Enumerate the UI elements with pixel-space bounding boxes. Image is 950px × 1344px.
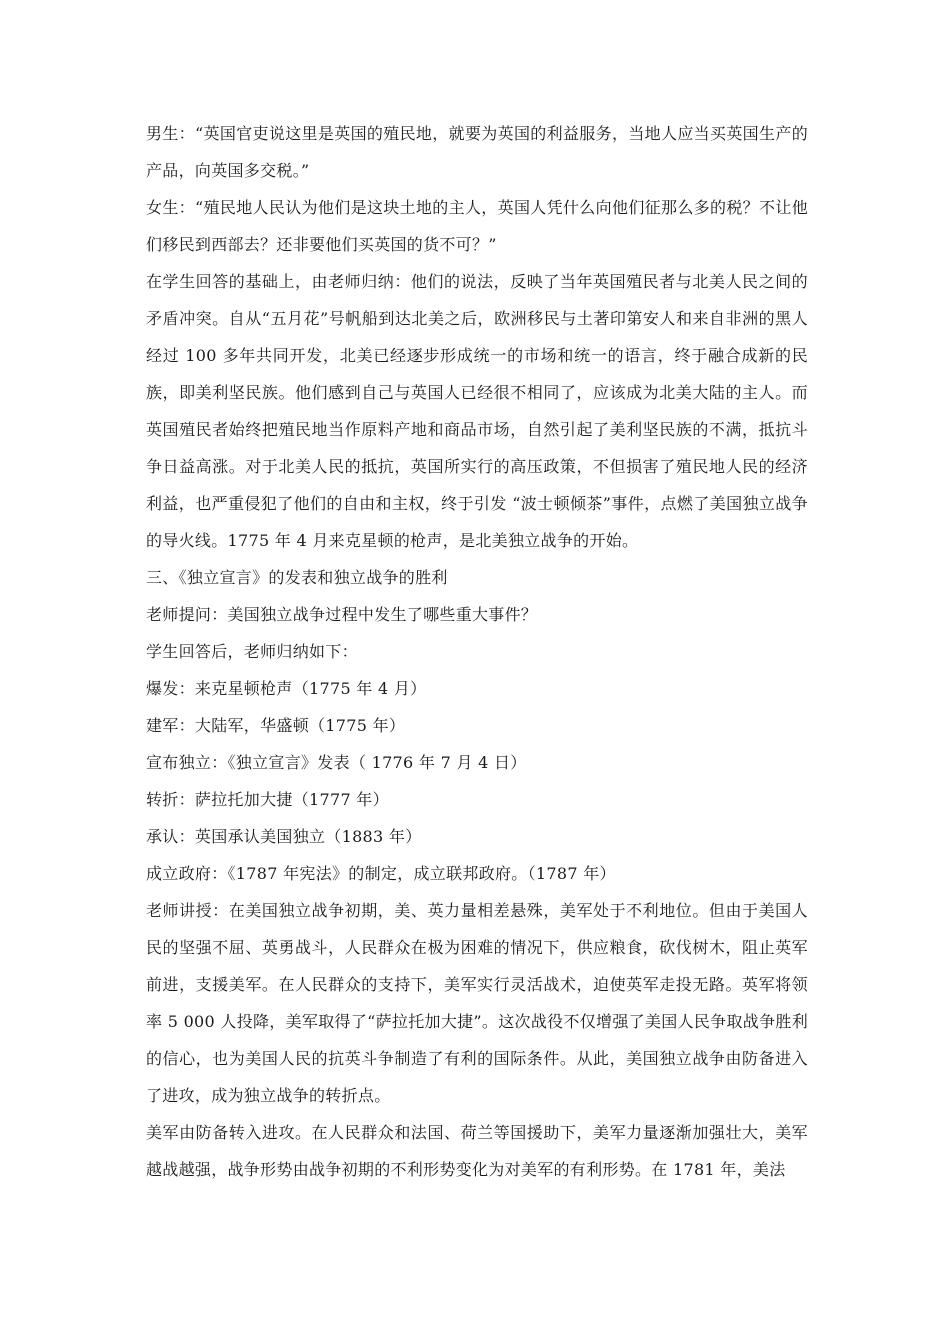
event-item-turning-point: 转折：萨拉托加大捷（1777 年） [146, 790, 389, 809]
event-item-outbreak: 爆发：来克星顿枪声（1775 年 4 月） [146, 679, 427, 698]
section-heading: 三、《独立宣言》的发表和独立战争的胜利 [146, 568, 448, 587]
paragraph-teacher-summary: 在学生回答的基础上，由老师归纳：他们的说法，反映了当年英国殖民者与北美人民之间的矛盾冲突。自从“五月花”号帆船到达北美之后，欧洲移民与土著印第安人和来自非洲的黑人经过 100 多年共同开发，北美已经逐步形成统一的市场和统一的语言，终于融合成新的民族，即美利坚民族。他们感到自己与英国人已经很不相同了，应该成为北美大陆的主人。而英国殖民者始终把殖民地当作原料产地和商品市场，自然引起了美利坚民族的不满，抵抗斗争日益高涨。对于北美人民的抵抗，英国所实行的高压政策，不但损害了殖民地人民的经济利益，也严重侵犯了他们的自由和主权，终于引发 “波士顿倾茶”事件，点燃了美国独立战争的导火线。1775 年 4 月来克星顿的枪声，是北美独立战争的开始。 [146, 272, 808, 550]
event-item-recognition: 承认：英国承认美国独立（1883 年） [146, 827, 422, 846]
document-body [146, 115, 808, 1188]
event-item-government: 成立政府：《1787 年宪法》的制定，成立联邦政府。（1787 年） [146, 864, 616, 883]
summary-intro: 学生回答后，老师归纳如下： [146, 642, 358, 661]
paragraph-lecture: 老师讲授：在美国独立战争初期，美、英力量相差悬殊，美军处于不利地位。但由于美国人民的坚强不屈、英勇战斗，人民群众在极为困难的情况下，供应粮食，砍伐树木，阻止英军前进，支援美军。在人民群众的支持下，美军实行灵活战术，迫使英军走投无路。英军将领率 5 000 人投降，美军取得了“萨拉托加大捷”。这次战役不仅增强了美国人民争取战争胜利的信心，也为美国人民的抗英斗争制造了有利的国际条件。从此，美国独立战争由防备进入了进攻，成为独立战争的转折点。 [146, 901, 808, 1105]
teacher-question: 老师提问：美国独立战争过程中发生了哪些重大事件？ [146, 605, 538, 624]
event-item-independence: 宣布独立：《独立宣言》发表（ 1776 年 7 月 4 日） [146, 753, 527, 772]
event-item-army: 建军：大陆军，华盛顿（1775 年） [146, 716, 406, 735]
paragraph-closing: 美军由防备转入进攻。在人民群众和法国、荷兰等国援助下，美军力量逐渐加强壮大，美军越战越强，战争形势由战争初期的不利形势变化为对美军的有利形势。在 1781 年，美法 [146, 1123, 808, 1179]
paragraph-girl-quote: 女生：“殖民地人民认为他们是这块土地的主人，英国人凭什么向他们征那么多的税？不让他们移民到西部去？还非要他们买英国的货不可？” [146, 198, 808, 254]
paragraph-boy-quote: 男生：“英国官吏说这里是英国的殖民地，就要为英国的利益服务，当地人应当买英国生产的产品，向英国多交税。” [146, 124, 808, 180]
